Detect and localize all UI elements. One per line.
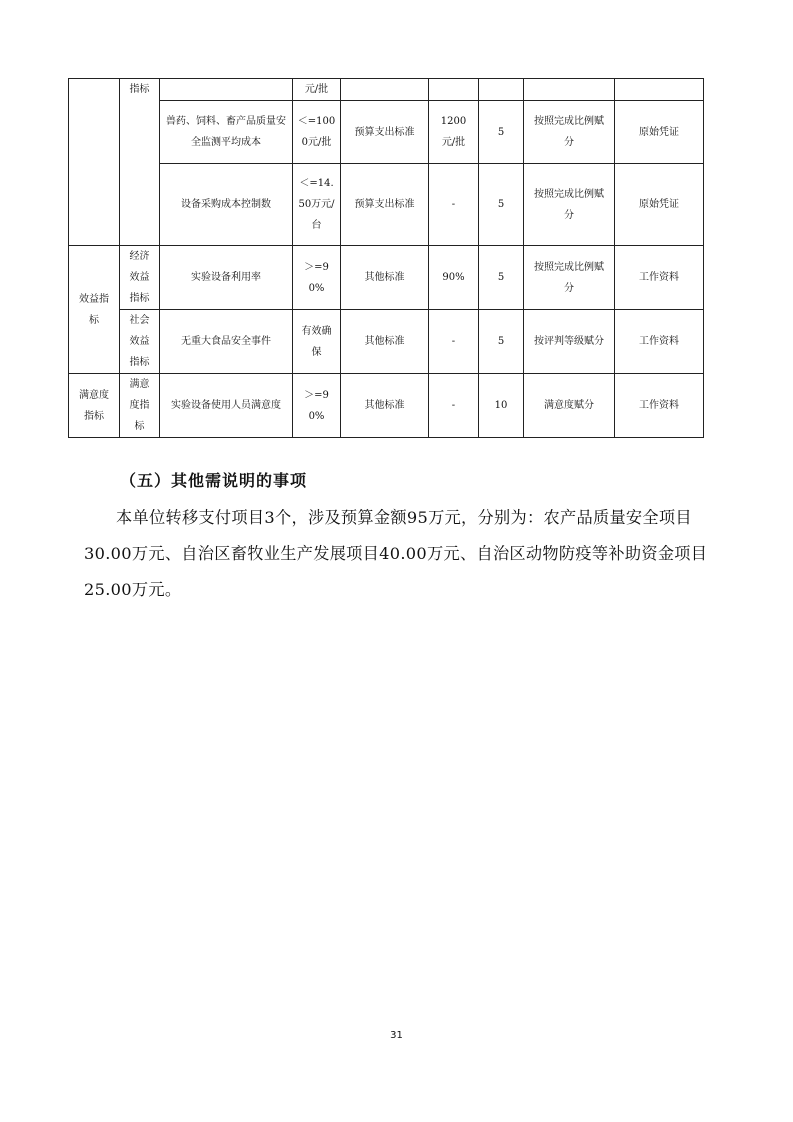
table-cell-level1: 满意度指标: [69, 374, 120, 438]
table-row: [69, 246, 704, 310]
table-cell-score: 5: [479, 164, 524, 246]
table-cell-standard: 其他标准: [341, 310, 429, 374]
table-cell-method: 满意度赋分: [524, 374, 615, 438]
table-cell-source: 原始凭证: [615, 101, 704, 164]
table-cell-source: 工作资料: [615, 374, 704, 438]
table-cell-blank: [69, 79, 120, 246]
table-cell-method: 按照完成比例赋分: [524, 246, 615, 310]
performance-indicator-table: [68, 78, 704, 438]
table-cell-indicator: 实验设备使用人员满意度: [160, 374, 293, 438]
table-cell-method: 按照完成比例赋分: [524, 101, 615, 164]
table-cell-score: 5: [479, 310, 524, 374]
table-cell-value: -: [429, 310, 479, 374]
table-cell-operator: ＜=1000元/批: [293, 101, 341, 164]
table-cell-operator: 元/批: [293, 79, 341, 101]
table-row: [69, 79, 704, 101]
table-cell-operator: ＜=14.50万元/台: [293, 164, 341, 246]
section-heading: （五）其他需说明的事项: [120, 471, 308, 490]
table-cell-blank: [524, 79, 615, 101]
table-cell-value: 90%: [429, 246, 479, 310]
table-cell-blank: [429, 79, 479, 101]
table-cell-source: 工作资料: [615, 310, 704, 374]
table-cell-indicator: 兽药、饲料、畜产品质量安全监测平均成本: [160, 101, 293, 164]
table-cell-level2: 经济效益指标: [120, 246, 160, 310]
table-row: [69, 310, 704, 374]
table-cell-indicator: 实验设备利用率: [160, 246, 293, 310]
table-cell-method: 按照完成比例赋分: [524, 164, 615, 246]
table-cell-indicator: 无重大食品安全事件: [160, 310, 293, 374]
table-cell-standard: 预算支出标准: [341, 164, 429, 246]
table-cell-score: 5: [479, 246, 524, 310]
table-row: [69, 374, 704, 438]
table-cell-method: 按评判等级赋分: [524, 310, 615, 374]
table-cell-score: 5: [479, 101, 524, 164]
table-cell-level2: 满意度指标: [120, 374, 160, 438]
table-cell-blank: [341, 79, 429, 101]
table-cell-standard: 预算支出标准: [341, 101, 429, 164]
table-cell-value: -: [429, 164, 479, 246]
body-paragraph: 本单位转移支付项目3个，涉及预算金额95万元，分别为：农产品质量安全项目30.00万元、自治区畜牧业生产发展项目40.00万元、自治区动物防疫等补助资金项目25.00万元。: [84, 508, 708, 599]
table-row: [69, 164, 704, 246]
table-cell-operator: ＞=90%: [293, 246, 341, 310]
table-cell-operator: 有效确保: [293, 310, 341, 374]
table-cell-indicator: 设备采购成本控制数: [160, 164, 293, 246]
table-cell-source: 工作资料: [615, 246, 704, 310]
table-cell-level2: 社会效益指标: [120, 310, 160, 374]
table-cell-blank: [160, 79, 293, 101]
table-row: [69, 101, 704, 164]
table-cell-value: -: [429, 374, 479, 438]
table-cell-operator: ＞=90%: [293, 374, 341, 438]
page-number: 31: [390, 1030, 403, 1041]
table-cell-blank: [615, 79, 704, 101]
table-cell-level2: 指标: [120, 79, 160, 246]
table-cell-level1: 效益指标: [69, 246, 120, 374]
table-cell-value: 1200元/批: [429, 101, 479, 164]
table-cell-standard: 其他标准: [341, 374, 429, 438]
table-cell-standard: 其他标准: [341, 246, 429, 310]
table-cell-source: 原始凭证: [615, 164, 704, 246]
table-cell-score: 10: [479, 374, 524, 438]
table-cell-blank: [479, 79, 524, 101]
